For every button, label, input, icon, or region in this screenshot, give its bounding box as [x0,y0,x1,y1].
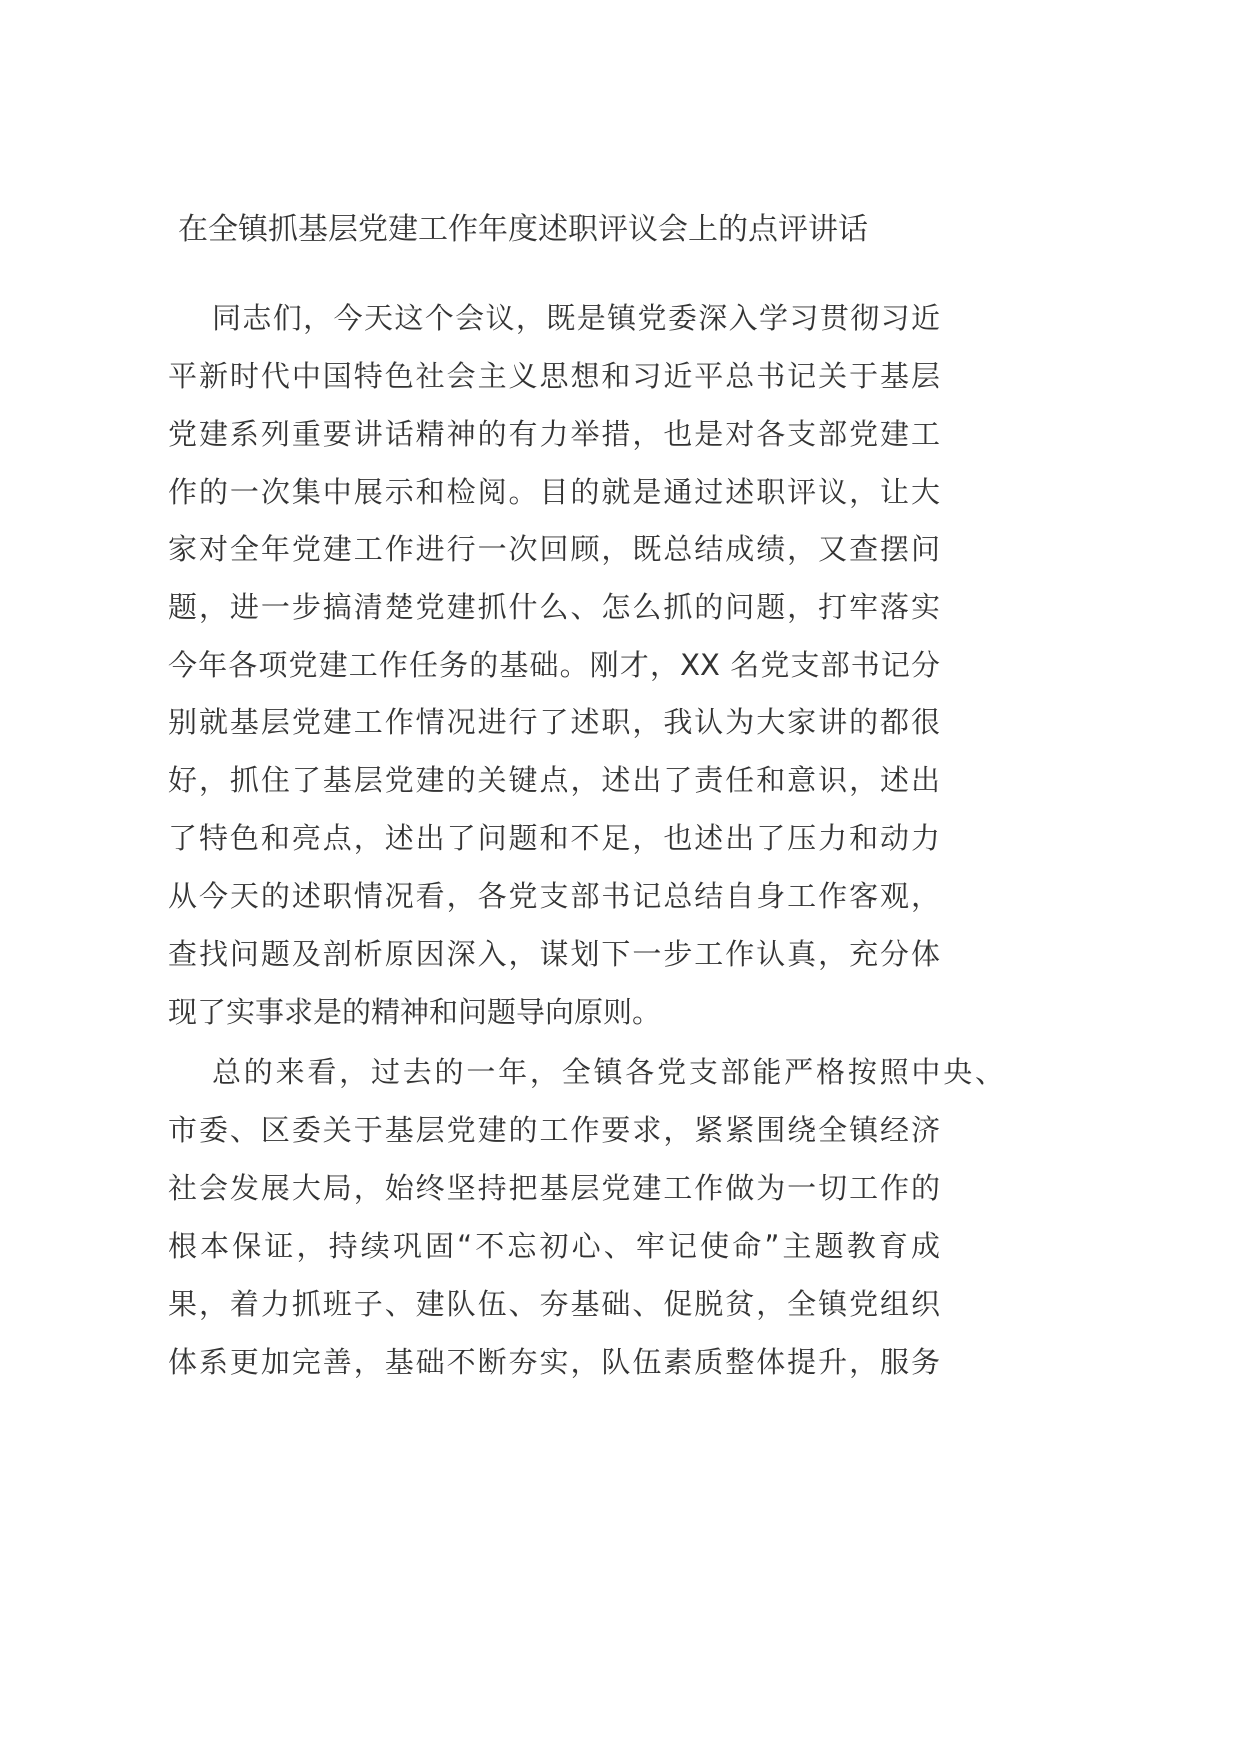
text-line: 根本保证，持续巩固“不忘初心、牢记使命”主题教育成 [168,1229,940,1263]
text-line: 社会发展大局，始终坚持把基层党建工作做为一切工作的 [168,1171,940,1205]
text-line: 平新时代中国特色社会主义思想和习近平总书记关于基层 [168,359,940,393]
text-line: 现了实事求是的精神和问题导向原则。 [168,995,662,1029]
text-line: 果，着力抓班子、建队伍、夯基础、促脱贫，全镇党组织 [168,1287,940,1321]
text-line: 了特色和亮点，述出了问题和不足，也述出了压力和动力 [168,821,940,855]
document-title: 在全镇抓基层党建工作年度述职评议会上的点评讲话 [178,212,868,247]
text-line: 市委、区委关于基层党建的工作要求，紧紧围绕全镇经济 [168,1113,940,1147]
text-line: 同志们，今天这个会议，既是镇党委深入学习贯彻习近 [212,301,940,335]
text-line: 从今天的述职情况看，各党支部书记总结自身工作客观， [168,879,940,913]
text-line: 家对全年党建工作进行一次回顾，既总结成绩，又查摆问 [168,532,940,566]
text-line: 查找问题及剖析原因深入，谋划下一步工作认真，充分体 [168,937,940,971]
text-line: 作的一次集中展示和检阅。目的就是通过述职评议，让大 [168,475,940,509]
text-line: 总的来看，过去的一年，全镇各党支部能严格按照中央、 [212,1055,1004,1089]
text-line: 体系更加完善，基础不断夯实，队伍素质整体提升，服务 [168,1345,940,1379]
text-line: 今年各项党建工作任务的基础。刚才，XX 名党支部书记分 [168,648,940,682]
text-line: 题，进一步搞清楚党建抓什么、怎么抓的问题，打牢落实 [168,590,940,624]
text-line: 别就基层党建工作情况进行了述职，我认为大家讲的都很 [168,705,940,739]
text-line: 好，抓住了基层党建的关键点，述出了责任和意识，述出 [168,763,940,797]
text-line: 党建系列重要讲话精神的有力举措，也是对各支部党建工 [168,417,940,451]
